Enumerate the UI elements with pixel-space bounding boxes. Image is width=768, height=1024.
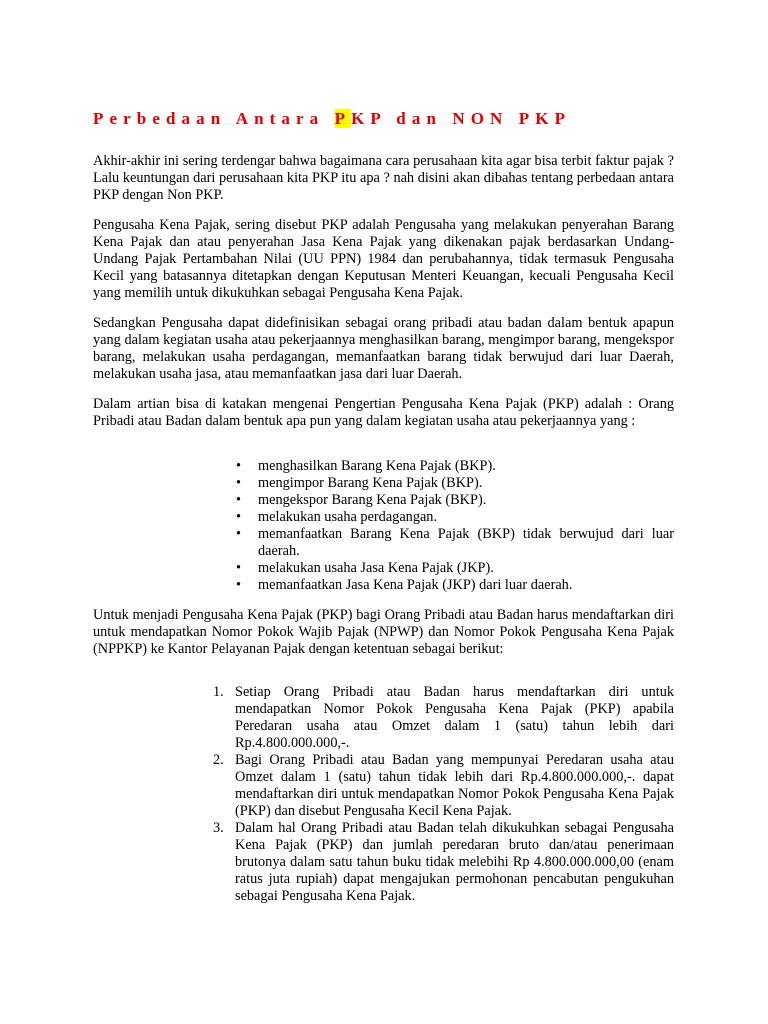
bullet-icon: • (236, 526, 242, 542)
item-number: 1. (213, 684, 224, 700)
numbered-item-text: Setiap Orang Pribadi atau Badan harus mendaftarkan diri untuk mendapatkan Nomor Pokok Pengusaha Kena Pajak (PKP) apabila Peredaran usaha atau Omzet dalam 1 (satu) tahun lebih dari Rp.4.800.000.000,-. (235, 684, 674, 751)
bullet-icon: • (236, 492, 242, 508)
title-pre: Perbedaan Antara (93, 109, 335, 128)
list-item-text: memanfaatkan Barang Kena Pajak (BKP) tidak berwujud dari luar daerah. (258, 526, 674, 559)
numbered-item-text: Bagi Orang Pribadi atau Badan yang mempunyai Peredaran usaha atau Omzet dalam 1 (satu) tahun tidak lebih dari Rp.4.800.000.000,-. dapat mendaftarkan diri untuk mendapatkan Nomor Pokok Pengusaha Kena Pajak (PKP) dan disebut Pengusaha Kecil Kena Pajak. (235, 752, 674, 819)
list-item-text: mengekspor Barang Kena Pajak (BKP). (258, 492, 487, 508)
list-item (234, 458, 674, 475)
numbered-list (213, 684, 674, 905)
list-item-text: mengimpor Barang Kena Pajak (BKP). (258, 475, 483, 491)
bullet-icon: • (236, 560, 242, 576)
bullet-list (234, 458, 674, 594)
document-title (93, 108, 674, 130)
title-highlight: P (334, 109, 352, 128)
list-item (234, 475, 674, 492)
paragraph-pengusaha-definition: Sedangkan Pengusaha dapat didefinisikan sebagai orang pribadi atau badan dalam bentuk apapun yang dalam kegiatan usaha atau pekerjaannya menghasilkan barang, mengimpor barang, mengekspor barang, melakukan usaha perdagangan, memanfaatkan barang tidak berwujud dari luar Daerah, melakukan usaha jasa, atau memanfaatkan jasa dari luar Daerah. (93, 315, 674, 382)
paragraph-registration: Untuk menjadi Pengusaha Kena Pajak (PKP) bagi Orang Pribadi atau Badan harus mendaftarkan diri untuk mendapatkan Nomor Pokok Wajib Pajak (NPWP) dan Nomor Pokok Pengusaha Kena Pajak (NPPKP) ke Kantor Pelayanan Pajak dengan ketentuan sebagai berikut: (93, 607, 674, 657)
item-number: 2. (213, 752, 224, 768)
list-item (234, 560, 674, 577)
bullet-icon: • (236, 577, 242, 593)
bullet-icon: • (236, 509, 242, 525)
list-item-text: menghasilkan Barang Kena Pajak (BKP). (258, 458, 496, 474)
numbered-item (213, 820, 674, 905)
list-item (234, 492, 674, 509)
list-item (234, 509, 674, 526)
list-item-text: melakukan usaha Jasa Kena Pajak (JKP). (258, 560, 494, 576)
numbered-item-text: Dalam hal Orang Pribadi atau Badan telah dikukuhkan sebagai Pengusaha Kena Pajak (PKP) dan jumlah peredaran bruto dan/atau penerimaan brutonya dalam satu tahun buku tidak melebihi Rp 4.800.000.000,00 (enam ratus juta rupiah) dapat mengajukan permohonan pencabutan pengukuhan sebagai Pengusaha Kena Pajak. (235, 820, 674, 904)
paragraph-pengertian: Dalam artian bisa di katakan mengenai Pengertian Pengusaha Kena Pajak (PKP) adalah : Orang Pribadi atau Badan dalam bentuk apa pun yang dalam kegiatan usaha atau pekerjaannya yang : (93, 396, 674, 429)
bullet-icon: • (236, 475, 242, 491)
numbered-item (213, 752, 674, 820)
item-number: 3. (213, 820, 224, 836)
title-post: KP dan NON PKP (351, 109, 572, 128)
numbered-item (213, 684, 674, 752)
list-item (234, 577, 674, 594)
list-item (234, 526, 674, 560)
bullet-icon: • (236, 458, 242, 474)
paragraph-pkp-definition: Pengusaha Kena Pajak, sering disebut PKP adalah Pengusaha yang melakukan penyerahan Barang Kena Pajak dan atau penyerahan Jasa Kena Pajak yang dikenakan pajak berdasarkan Undang-Undang Pajak Pertambahan Nilai (UU PPN) 1984 dan perubahannya, tidak termasuk Pengusaha Kecil yang batasannya ditetapkan dengan Keputusan Menteri Keuangan, kecuali Pengusaha Kecil yang memilih untuk dikukuhkan sebagai Pengusaha Kena Pajak. (93, 217, 674, 301)
list-item-text: memanfaatkan Jasa Kena Pajak (JKP) dari luar daerah. (258, 577, 573, 593)
paragraph-intro: Akhir-akhir ini sering terdengar bahwa bagaimana cara perusahaan kita agar bisa terbit faktur pajak ? Lalu keuntungan dari perusahaan kita PKP itu apa ? nah disini akan dibahas tentang perbedaan antara PKP dengan Non PKP. (93, 153, 674, 203)
list-item-text: melakukan usaha perdagangan. (258, 509, 438, 525)
